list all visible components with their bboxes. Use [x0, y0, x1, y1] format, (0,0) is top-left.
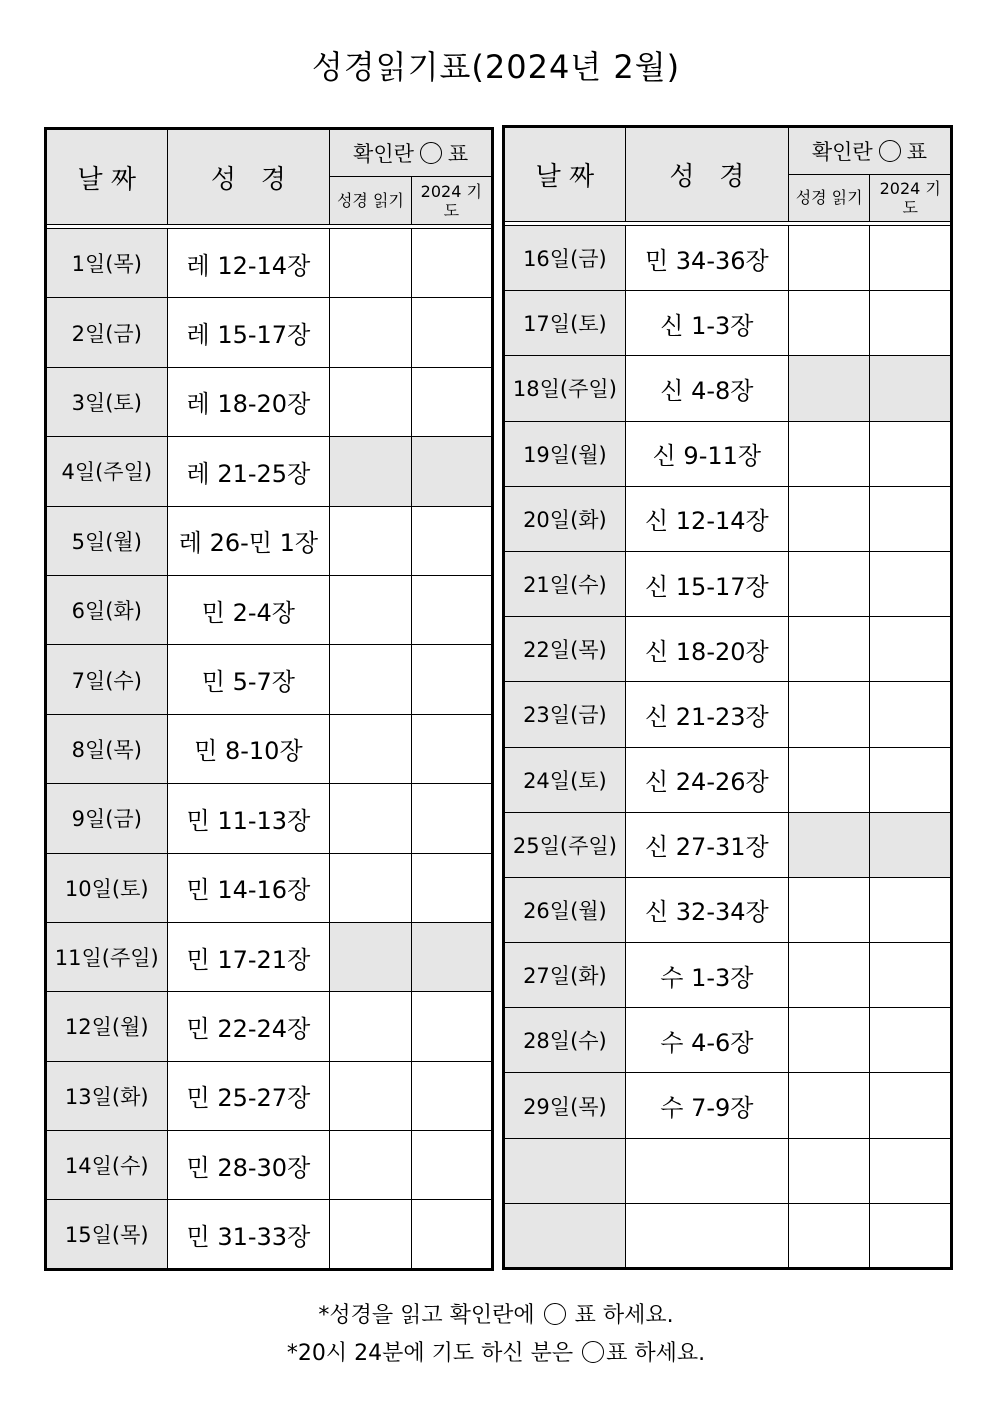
prayer-check-cell[interactable]: [411, 1131, 492, 1200]
prayer-check-cell[interactable]: [411, 575, 492, 644]
reading-cell: 신 12-14장: [625, 486, 788, 551]
prayer-check-cell[interactable]: [870, 682, 952, 747]
bible-reading-check-cell[interactable]: [330, 575, 411, 644]
table-row: [504, 1073, 952, 1138]
table-row: [504, 617, 952, 682]
header-confirm: [330, 129, 493, 177]
prayer-check-cell[interactable]: [870, 421, 952, 486]
table-row: [46, 367, 493, 436]
prayer-check-cell[interactable]: [411, 437, 492, 506]
bible-reading-check-cell[interactable]: [330, 714, 411, 783]
prayer-check-cell[interactable]: [870, 747, 952, 812]
reading-cell: 레 15-17장: [167, 298, 330, 367]
reading-cell: 레 18-20장: [167, 367, 330, 436]
bible-reading-check-cell[interactable]: [330, 229, 411, 298]
date-cell: 20일(화): [504, 486, 626, 551]
table-row: [46, 437, 493, 506]
reading-cell: 레 26-민 1장: [167, 506, 330, 575]
bible-reading-check-cell[interactable]: [788, 1138, 870, 1203]
date-cell: 2일(금): [46, 298, 168, 367]
date-cell: 14일(수): [46, 1131, 168, 1200]
reading-cell: 민 22-24장: [167, 992, 330, 1061]
header-prayer-2024: 2024 기 도: [870, 174, 952, 222]
prayer-check-cell[interactable]: [870, 486, 952, 551]
header-date: 날 짜: [504, 127, 626, 222]
table-row: [46, 922, 493, 991]
reading-cell: 레 12-14장: [167, 229, 330, 298]
table-row: [504, 486, 952, 551]
footer-note-1: [0, 1298, 992, 1329]
date-cell: [504, 1203, 626, 1268]
prayer-check-cell[interactable]: [870, 1008, 952, 1073]
date-cell: 1일(목): [46, 229, 168, 298]
table-row: [504, 291, 952, 356]
table-row: [46, 1200, 493, 1269]
date-cell: 17일(토): [504, 291, 626, 356]
prayer-check-cell[interactable]: [870, 226, 952, 291]
reading-cell: 민 31-33장: [167, 1200, 330, 1269]
date-cell: 5일(월): [46, 506, 168, 575]
header-bible: 성 경: [167, 129, 330, 225]
date-cell: 11일(주일): [46, 922, 168, 991]
prayer-check-cell[interactable]: [411, 853, 492, 922]
bible-reading-check-cell[interactable]: [330, 437, 411, 506]
reading-cell: 신 1-3장: [625, 291, 788, 356]
date-cell: 16일(금): [504, 226, 626, 291]
date-cell: 3일(토): [46, 367, 168, 436]
prayer-check-cell[interactable]: [411, 784, 492, 853]
date-cell: 21일(수): [504, 551, 626, 616]
circle-mark-icon: [420, 142, 442, 164]
circle-mark-icon: [879, 140, 901, 162]
bible-reading-check-cell[interactable]: [330, 298, 411, 367]
bible-reading-check-cell[interactable]: [788, 486, 870, 551]
bible-reading-check-cell[interactable]: [788, 617, 870, 682]
table-row: [46, 1131, 493, 1200]
date-cell: 22일(목): [504, 617, 626, 682]
prayer-check-cell[interactable]: [411, 645, 492, 714]
table-row: [46, 714, 493, 783]
prayer-check-cell[interactable]: [870, 877, 952, 942]
table-row: [504, 943, 952, 1008]
table-row: [504, 812, 952, 877]
date-cell: 19일(월): [504, 421, 626, 486]
reading-cell: [625, 1138, 788, 1203]
reading-cell: 민 8-10장: [167, 714, 330, 783]
bible-reading-check-cell[interactable]: [788, 812, 870, 877]
bible-reading-check-cell[interactable]: [788, 682, 870, 747]
bible-reading-check-cell[interactable]: [788, 291, 870, 356]
bible-reading-check-cell[interactable]: [330, 645, 411, 714]
date-cell: 6일(화): [46, 575, 168, 644]
prayer-check-cell[interactable]: [870, 291, 952, 356]
header-date: 날 짜: [46, 129, 168, 225]
date-cell: 18일(주일): [504, 356, 626, 421]
bible-reading-check-cell[interactable]: [788, 877, 870, 942]
bible-reading-check-cell[interactable]: [330, 922, 411, 991]
prayer-check-cell[interactable]: [870, 617, 952, 682]
table-row: [504, 356, 952, 421]
bible-reading-check-cell[interactable]: [788, 943, 870, 1008]
bible-reading-check-cell[interactable]: [788, 421, 870, 486]
bible-reading-check-cell[interactable]: [788, 1073, 870, 1138]
bible-reading-check-cell[interactable]: [788, 1203, 870, 1268]
table-row: [504, 877, 952, 942]
reading-cell: 민 5-7장: [167, 645, 330, 714]
date-cell: 15일(목): [46, 1200, 168, 1269]
prayer-check-cell[interactable]: [870, 356, 952, 421]
table-row: [504, 1008, 952, 1073]
reading-cell: 민 34-36장: [625, 226, 788, 291]
date-cell: 24일(토): [504, 747, 626, 812]
date-cell: 9일(금): [46, 784, 168, 853]
date-cell: 12일(월): [46, 992, 168, 1061]
date-cell: [504, 1138, 626, 1203]
bible-reading-check-cell[interactable]: [330, 367, 411, 436]
reading-cell: 신 32-34장: [625, 877, 788, 942]
table-row: [46, 506, 493, 575]
bible-reading-check-cell[interactable]: [788, 226, 870, 291]
date-cell: 26일(월): [504, 877, 626, 942]
header-confirm-label: 확인란: [353, 142, 414, 166]
header-row: [46, 129, 493, 177]
bible-reading-check-cell[interactable]: [330, 992, 411, 1061]
reading-table-left: [44, 127, 494, 1271]
date-cell: 10일(토): [46, 853, 168, 922]
table-row: [504, 421, 952, 486]
prayer-check-cell[interactable]: [870, 1138, 952, 1203]
header-bible-reading: 성경 읽기: [788, 174, 870, 222]
footer-note-1-prefix: *성경을 읽고 확인란에: [318, 1303, 535, 1328]
bible-reading-check-cell[interactable]: [788, 551, 870, 616]
reading-cell: 신 15-17장: [625, 551, 788, 616]
table-row: [46, 992, 493, 1061]
prayer-check-cell[interactable]: [870, 943, 952, 1008]
table-row: [46, 853, 493, 922]
prayer-check-cell[interactable]: [411, 367, 492, 436]
prayer-check-cell[interactable]: [411, 992, 492, 1061]
header-bible-reading: 성경 읽기: [330, 177, 411, 225]
reading-cell: 신 4-8장: [625, 356, 788, 421]
reading-cell: 신 27-31장: [625, 812, 788, 877]
reading-cell: 민 2-4장: [167, 575, 330, 644]
table-row: [46, 1061, 493, 1130]
reading-table-right: [502, 125, 953, 1270]
date-cell: 29일(목): [504, 1073, 626, 1138]
prayer-check-cell[interactable]: [870, 1203, 952, 1268]
date-cell: 8일(목): [46, 714, 168, 783]
footer-note-1-suffix: 표 하세요.: [574, 1303, 674, 1328]
prayer-check-cell[interactable]: [411, 229, 492, 298]
footer-note-2-suffix: 표 하세요.: [606, 1341, 706, 1366]
page-title: 성경읽기표(2024년 2월): [311, 48, 681, 86]
header-confirm-mark: 표: [447, 142, 469, 166]
reading-cell: 신 21-23장: [625, 682, 788, 747]
reading-cell: 수 1-3장: [625, 943, 788, 1008]
date-cell: 25일(주일): [504, 812, 626, 877]
bible-reading-check-cell[interactable]: [330, 1200, 411, 1269]
reading-cell: 민 14-16장: [167, 853, 330, 922]
reading-cell: 수 4-6장: [625, 1008, 788, 1073]
header-confirm-label: 확인란: [811, 139, 873, 164]
header-row: [504, 127, 952, 175]
reading-cell: 민 28-30장: [167, 1131, 330, 1200]
bible-reading-check-cell[interactable]: [330, 784, 411, 853]
prayer-check-cell[interactable]: [411, 298, 492, 367]
reading-cell: 신 18-20장: [625, 617, 788, 682]
table-row: [46, 645, 493, 714]
prayer-check-cell[interactable]: [411, 506, 492, 575]
table-row: [504, 226, 952, 291]
reading-cell: 신 9-11장: [625, 421, 788, 486]
footer-note-2: [0, 1336, 992, 1367]
reading-cell: 레 21-25장: [167, 437, 330, 506]
reading-cell: 민 11-13장: [167, 784, 330, 853]
reading-cell: 민 17-21장: [167, 922, 330, 991]
bible-reading-check-cell[interactable]: [788, 747, 870, 812]
date-cell: 23일(금): [504, 682, 626, 747]
table-row: [504, 1138, 952, 1203]
prayer-check-cell[interactable]: [411, 922, 492, 991]
table-row: [504, 551, 952, 616]
table-row: [46, 784, 493, 853]
date-cell: 27일(화): [504, 943, 626, 1008]
prayer-check-cell[interactable]: [870, 812, 952, 877]
table-row: [504, 747, 952, 812]
header-confirm-mark: 표: [906, 139, 928, 164]
bible-reading-check-cell[interactable]: [330, 506, 411, 575]
prayer-check-cell[interactable]: [411, 1061, 492, 1130]
circle-mark-icon: [544, 1303, 566, 1325]
bible-reading-check-cell[interactable]: [788, 356, 870, 421]
bible-reading-check-cell[interactable]: [330, 1061, 411, 1130]
reading-cell: 수 7-9장: [625, 1073, 788, 1138]
table-row: [46, 229, 493, 298]
prayer-check-cell[interactable]: [411, 1200, 492, 1269]
table-row: [46, 575, 493, 644]
table-row: [504, 1203, 952, 1268]
table-row: [504, 682, 952, 747]
date-cell: 4일(주일): [46, 437, 168, 506]
footer-note-2-prefix: *20시 24분에 기도 하신 분은: [286, 1341, 574, 1366]
bible-reading-check-cell[interactable]: [330, 1131, 411, 1200]
bible-reading-check-cell[interactable]: [330, 853, 411, 922]
header-bible: 성 경: [625, 127, 788, 222]
reading-cell: 신 24-26장: [625, 747, 788, 812]
date-cell: 7일(수): [46, 645, 168, 714]
reading-cell: [625, 1203, 788, 1268]
date-cell: 28일(수): [504, 1008, 626, 1073]
prayer-check-cell[interactable]: [870, 551, 952, 616]
table-row: [46, 298, 493, 367]
header-confirm: [788, 127, 951, 175]
bible-reading-check-cell[interactable]: [788, 1008, 870, 1073]
prayer-check-cell[interactable]: [411, 714, 492, 783]
date-cell: 13일(화): [46, 1061, 168, 1130]
header-prayer-2024: 2024 기 도: [411, 177, 492, 225]
circle-mark-icon: [582, 1341, 604, 1363]
reading-cell: 민 25-27장: [167, 1061, 330, 1130]
prayer-check-cell[interactable]: [870, 1073, 952, 1138]
